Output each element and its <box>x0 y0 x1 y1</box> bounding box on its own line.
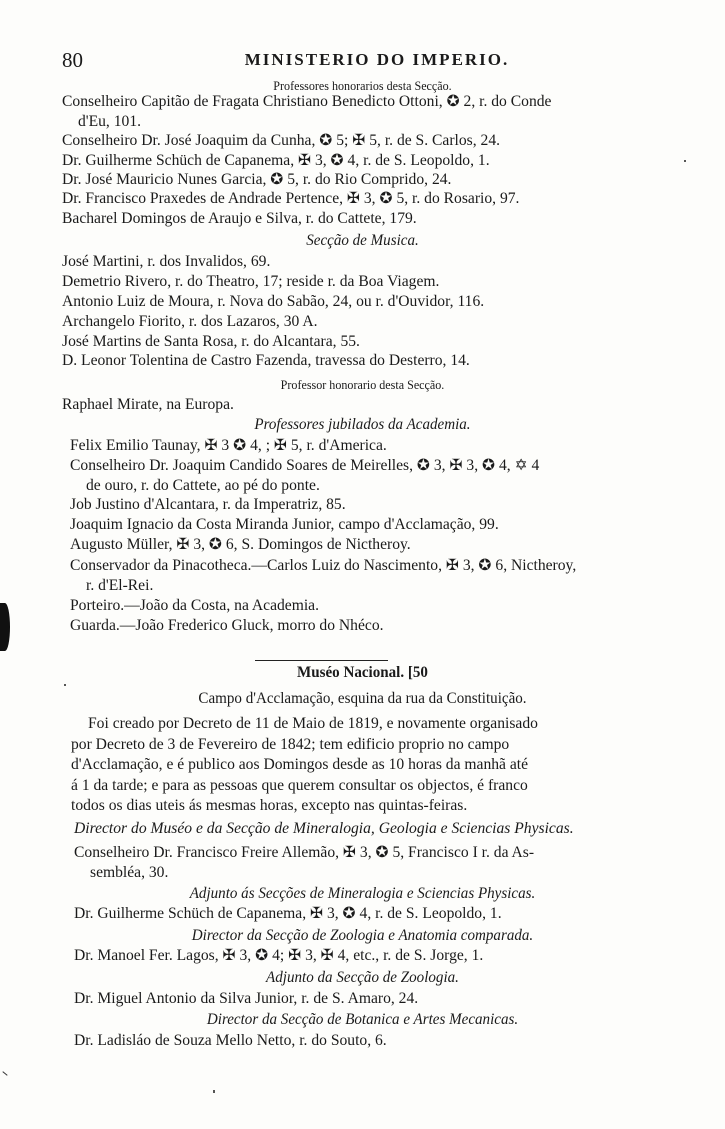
text-line: Foi creado por Decreto de 11 de Maio de 1819, e novamente organisado <box>88 715 538 732</box>
margin-mark <box>2 1071 7 1076</box>
speck <box>684 160 686 162</box>
text-line: Joaquim Ignacio da Costa Miranda Junior, campo d'Acclamação, 99. <box>70 516 499 533</box>
text-line: Guarda.—João Frederico Gluck, morro do Nhéco. <box>70 617 384 634</box>
section-subheading: Professores honorarios desta Secção. <box>273 79 452 93</box>
text-line: todos os dias uteis ás mesmas horas, excepto nas quintas-feiras. <box>71 797 468 814</box>
text-line: Job Justino d'Alcantara, r. da Imperatriz, 85. <box>70 496 346 513</box>
section-subheading: Professores jubilados da Academia. <box>254 416 471 433</box>
speck <box>213 1090 215 1093</box>
text-line: de ouro, r. do Cattete, ao pé do ponte. <box>86 477 320 494</box>
section-subheading: Professor honorario desta Secção. <box>280 378 445 392</box>
text-line: Conservador da Pinacotheca.—Carlos Luiz do Nascimento, ✠ 3, ✪ 6, Nictheroy, <box>70 557 577 574</box>
text-line: Archangelo Fiorito, r. dos Lazaros, 30 A. <box>62 313 318 330</box>
text-line: sembléa, 30. <box>90 864 169 881</box>
text-line: á 1 da tarde; e para as pessoas que querem consultar os objectos, é franco <box>71 777 528 794</box>
text-line: Dr. Miguel Antonio da Silva Junior, r. de S. Amaro, 24. <box>74 990 419 1007</box>
text-line: Porteiro.—João da Costa, na Academia. <box>70 597 320 614</box>
text-line: Dr. Francisco Praxedes de Andrade Pertence, ✠ 3, ✪ 5, r. do Rosario, 97. <box>62 190 520 207</box>
text-line: Conselheiro Dr. Joaquim Candido Soares de Meirelles, ✪ 3, ✠ 3, ✪ 4, ✡ 4 <box>70 457 540 474</box>
section-title: Muséo Nacional. [50 <box>297 664 428 681</box>
text-line: Demetrio Rivero, r. do Theatro, 17; reside r. da Boa Viagem. <box>62 273 440 290</box>
text-line: Conselheiro Dr. Francisco Freire Allemão, ✠ 3, ✪ 5, Francisco I r. da As- <box>74 844 535 861</box>
text-line: r. d'El-Rei. <box>86 577 154 594</box>
role-heading: Director da Secção de Botanica e Artes Mecanicas. <box>206 1011 519 1028</box>
address-line: Campo d'Acclamação, esquina da rua da Constituição. <box>198 690 527 707</box>
text-line: Dr. Manoel Fer. Lagos, ✠ 3, ✪ 4; ✠ 3, ✠ 4, etc., r. de S. Jorge, 1. <box>74 947 484 964</box>
text-line: Augusto Müller, ✠ 3, ✪ 6, S. Domingos de Nictheroy. <box>70 536 411 553</box>
page-header <box>62 44 692 74</box>
text-line: Dr. Guilherme Schüch de Capanema, ✠ 3, ✪ 4, r. de S. Leopoldo, 1. <box>74 905 502 922</box>
text-line: Felix Emilio Taunay, ✠ 3 ✪ 4, ; ✠ 5, r. d'America. <box>70 437 387 454</box>
text-line: José Martini, r. dos Invalidos, 69. <box>62 253 271 270</box>
text-line: Conselheiro Capitão de Fragata Christiano Benedicto Ottoni, ✪ 2, r. do Conde <box>62 93 552 110</box>
text-line: Dr. José Mauricio Nunes Garcia, ✪ 5, r. do Rio Comprido, 24. <box>62 171 452 188</box>
role-heading: Adjunto ás Secções de Mineralogia e Sciencias Physicas. <box>189 885 536 902</box>
text-line: Antonio Luiz de Moura, r. Nova do Sabão, 24, ou r. d'Ouvidor, 116. <box>62 293 485 310</box>
role-heading: Director da Secção de Zoologia e Anatomia comparada. <box>191 927 534 944</box>
section-subheading: Secção de Musica. <box>306 232 419 249</box>
text-line: d'Eu, 101. <box>78 113 142 130</box>
text-line: Dr. Guilherme Schüch de Capanema, ✠ 3, ✪ 4, r. de S. Leopoldo, 1. <box>62 152 490 169</box>
text-line: Bacharel Domingos de Araujo e Silva, r. do Cattete, 179. <box>62 210 417 227</box>
text-line: Dr. Ladisláo de Souza Mello Netto, r. do Souto, 6. <box>74 1032 387 1049</box>
text-line: Conselheiro Dr. José Joaquim da Cunha, ✪ 5; ✠ 5, r. de S. Carlos, 24. <box>62 132 501 149</box>
speck <box>64 684 66 686</box>
text-line: por Decreto de 3 de Fevereiro de 1842; tem edificio proprio no campo <box>71 736 510 753</box>
binding-ink-blot <box>0 603 10 651</box>
text-line: José Martins de Santa Rosa, r. do Alcantara, 55. <box>62 333 360 350</box>
role-heading: Adjunto da Secção de Zoologia. <box>266 969 459 986</box>
role-heading: Director do Muséo e da Secção de Mineralogia, Geologia e Sciencias Physicas. <box>74 820 574 837</box>
section-divider <box>255 660 388 661</box>
running-title: MINISTERIO DO IMPERIO. <box>244 50 510 69</box>
page-number: 80 <box>62 48 83 72</box>
text-line: d'Acclamação, e é publico aos Domingos desde as 10 horas da manhã até <box>71 756 529 773</box>
text-line: Raphael Mirate, na Europa. <box>62 396 234 413</box>
text-line: D. Leonor Tolentina de Castro Fazenda, travessa do Desterro, 14. <box>62 352 470 369</box>
